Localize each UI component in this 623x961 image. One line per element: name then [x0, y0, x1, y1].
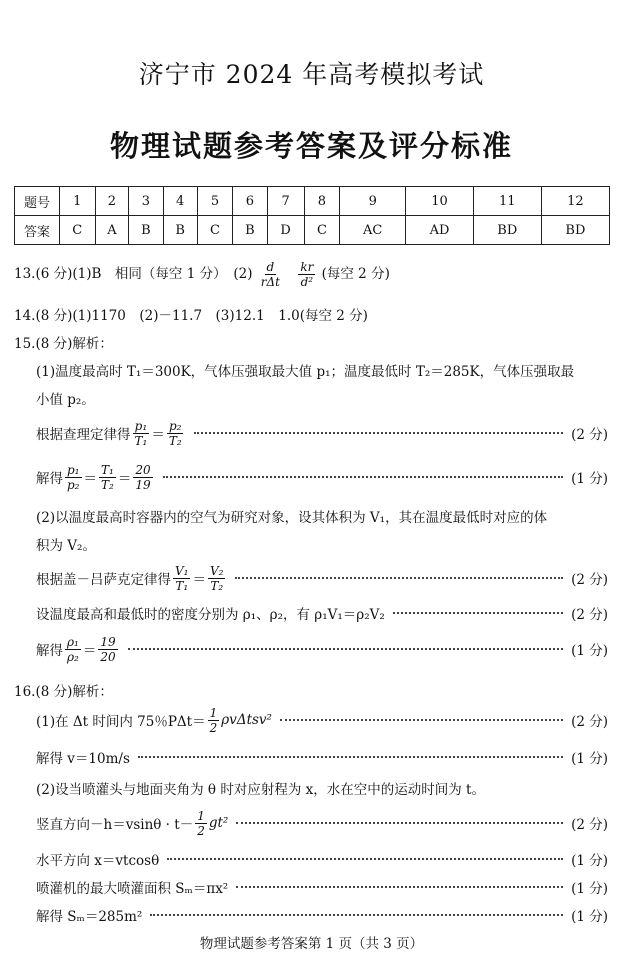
score: (2 分) — [571, 607, 608, 623]
q15-step-solve-density: 解得 $\frac{\text{ρ₁}}{\text{ρ₂}}$ ＝ $\frac{19}{20}$ (1 分) — [36, 634, 608, 664]
score: (1 分) — [571, 881, 608, 897]
answer-cell: C — [60, 216, 96, 245]
doc-subtitle: 物理试题参考答案及评分标准 — [109, 129, 513, 163]
page-footer: 物理试题参考答案第 1 页（共 3 页） — [199, 936, 424, 952]
score: (1 分) — [571, 909, 608, 925]
q15-step-density: 设温度最高和最低时的密度分别为 ρ₁、ρ₂，有 ρ₁V₁＝ρ₂V₂ (2 分) — [36, 598, 608, 628]
question-number-cell: 6 — [233, 187, 267, 216]
question-number-cell: 9 — [340, 187, 406, 216]
q13-suffix: (每空 2 分) — [321, 266, 390, 282]
score: (1 分) — [571, 751, 608, 767]
score: (2 分) — [571, 714, 608, 730]
answer-cell: BD — [541, 216, 609, 245]
q16-head: 16.(8 分)解析： — [14, 684, 113, 700]
row-label: 题号 — [15, 187, 60, 216]
question-number-cell: 10 — [406, 187, 474, 216]
question-number-cell: 5 — [197, 187, 233, 216]
q16-para2: (2)设当喷灌头与地面夹角为 θ 时对应射程为 x，水在空中的运动时间为 t。 — [36, 782, 485, 798]
q15-para2-line2: 积为 V₂。 — [36, 538, 96, 554]
answer-cell: B — [163, 216, 197, 245]
question-number-cell: 12 — [541, 187, 609, 216]
score: (1 分) — [571, 853, 608, 869]
question-number-cell: 2 — [95, 187, 129, 216]
q15-para1-line1: (1)温度最高时 T₁＝300K，气体压强取最大值 p₁；温度最低时 T₂＝285K，气体压强取最 — [36, 364, 575, 380]
q16-step-horizontal: 水平方向 x＝vtcosθ (1 分) — [36, 844, 608, 874]
question-number-cell: 4 — [163, 187, 197, 216]
question-number-cell: 8 — [304, 187, 340, 216]
q15-step-charles-law: 根据查理定律得 $\frac{\text{p₁}}{\text{T₁}}$ ＝ $\frac{\text{p₂}}{\text{T₂}}$ (2 分) — [36, 418, 608, 448]
q16-step-vertical: 竖直方向－h＝vsinθ · t－ $\frac{1}{2}$ gt² (2 分) — [36, 808, 608, 838]
answer-cell: AD — [406, 216, 474, 245]
score: (2 分) — [571, 817, 608, 833]
answer-cell: D — [267, 216, 304, 245]
score: (2 分) — [571, 572, 608, 588]
q13-fraction-1: $\frac{d}{\text{rΔt}}$ — [260, 260, 281, 289]
q15-head: 15.(8 分)解析： — [14, 336, 113, 352]
row-label: 答案 — [15, 216, 60, 245]
q14-line: 14.(8 分)(1)1170 (2)－11.7 (3)12.1 1.0(每空 2 分) — [14, 308, 368, 324]
answer-cell: C — [197, 216, 233, 245]
answer-row — [15, 216, 610, 245]
score: (1 分) — [571, 643, 608, 659]
question-number-cell: 3 — [129, 187, 163, 216]
answer-cell: B — [129, 216, 163, 245]
q13-line — [14, 260, 390, 289]
answer-cell: BD — [473, 216, 541, 245]
answer-cell: C — [304, 216, 340, 245]
answer-table — [14, 186, 610, 245]
question-number-row — [15, 187, 610, 216]
q15-para1-line2: 小值 p₂。 — [36, 392, 95, 408]
score: (1 分) — [571, 471, 608, 487]
q15-step-gay-lussac: 根据盖－吕萨克定律得 $\frac{\text{V₁}}{\text{T₁}}$ ＝ $\frac{\text{V₂}}{\text{T₂}}$ (2 分) — [36, 563, 608, 593]
question-number-cell: 7 — [267, 187, 304, 216]
q15-step-solve-pressure: 解得 $\frac{\text{p₁}}{\text{p₂}}$ ＝ $\frac{\text{T₁}}{\text{T₂}}$ ＝ $\frac{20}{19}$ (1 分) — [36, 462, 608, 492]
question-number-cell: 11 — [473, 187, 541, 216]
answer-cell: AC — [340, 216, 406, 245]
exam-title: 济宁市 2024 年高考模拟考试 — [138, 60, 485, 89]
q16-step-result: 解得 Sₘ＝285m² (1 分) — [36, 900, 608, 930]
q16-step-area: 喷灌机的最大喷灌面积 Sₘ＝πx² (1 分) — [36, 872, 608, 902]
q16-step-energy: (1)在 Δt 时间内 75％PΔt＝ $\frac{1}{2}$ ρvΔtsv² (2 分) — [36, 705, 608, 735]
score: (2 分) — [571, 427, 608, 443]
q13-prefix: 13.(6 分)(1)B 相同（每空 1 分） (2) — [14, 266, 253, 282]
q15-para2-line1: (2)以温度最高时容器内的空气为研究对象，设其体积为 V₁，其在温度最低时对应的体 — [36, 510, 548, 526]
q13-fraction-2: $\frac{kr}{\text{d²}}$ — [300, 260, 314, 289]
answer-cell: B — [233, 216, 267, 245]
q16-step-speed: 解得 v＝10m/s (1 分) — [36, 742, 608, 772]
answer-cell: A — [95, 216, 129, 245]
question-number-cell: 1 — [60, 187, 96, 216]
